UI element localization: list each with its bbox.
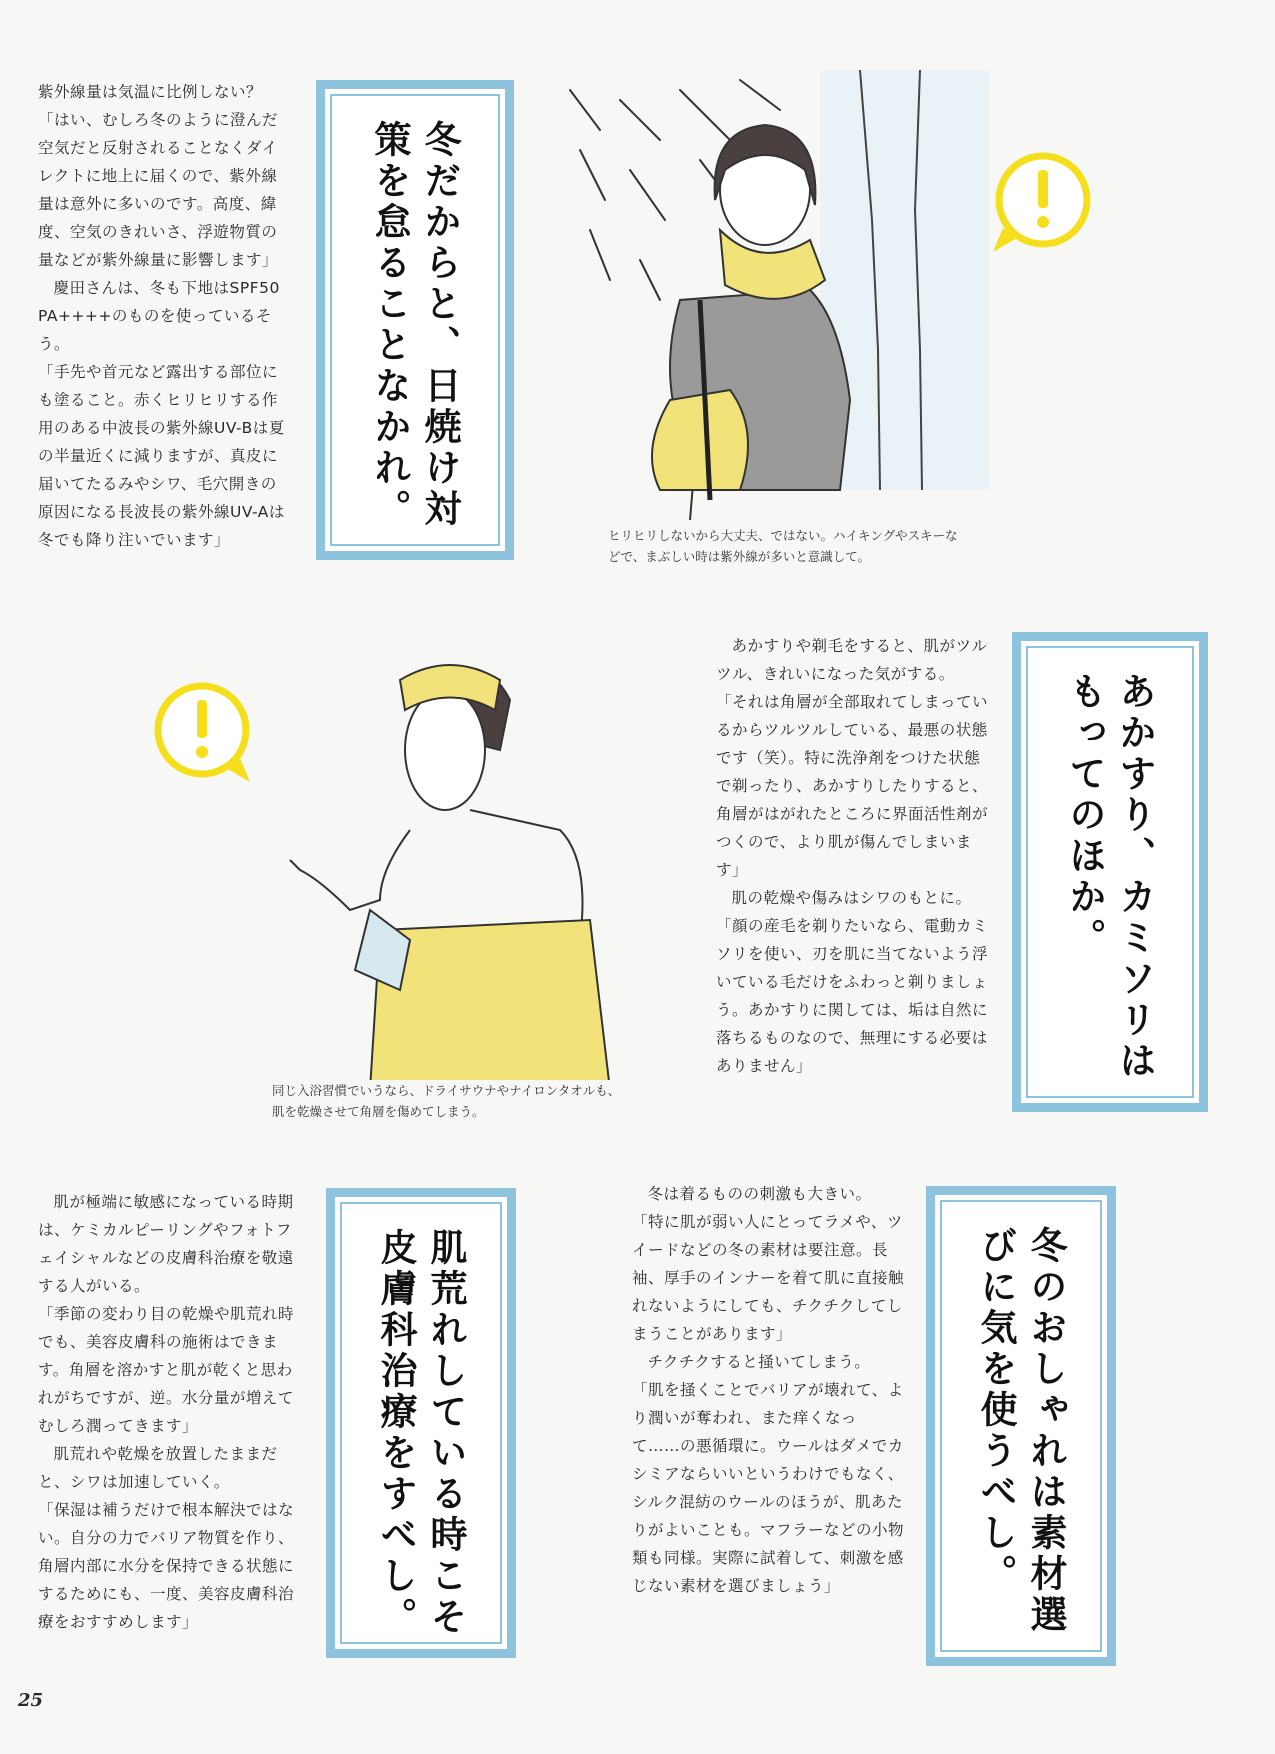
section-1-paragraph: 慶田さんは、冬も下地はSPF50 PA++++のものを使っているそう。 [38,279,280,353]
section-2-paragraph: あかすりや剃毛をすると、肌がツルツル、きれいになった気がする。 [716,637,988,683]
section-3-paragraph: 肌荒れや乾燥を放置したままだと、シワは加速していく。 [38,1445,278,1491]
section-1-caption: ヒリヒリしないから大丈夫、ではない。ハイキングやスキーなどで、まぶしい時は紫外線が多いと意識して。 [608,528,958,564]
section-3-paragraph: 「季節の変わり目の乾燥や肌荒れ時でも、美容皮膚科の施術はできます。角層を溶かすと肌が乾くと思われがちですが、逆。水分量が増えてむしろ潤ってきます」 [38,1305,295,1435]
section-2-paragraph: 「それは角層が全部取れてしまっているからツルツルしている、最悪の状態です（笑）。特に洗浄剤をつけた状態で剃ったり、あかすりしたりすると、角層がはがれたところに界面活性剤がつくので、より肌が傷んでしまいます」 [716,693,989,879]
section-1-heading: 冬だからと、日焼け対策を怠ることなかれ。 [368,120,462,530]
exclamation-bubble-icon [985,150,1095,260]
exclamation-bubble-icon [150,680,260,790]
section-4-heading: 冬のおしゃれは素材選びに気を使うべし。 [974,1226,1068,1636]
section-4-paragraph: 「特に肌が弱い人にとってラメや、ツイードなどの冬の素材は要注意。長袖、厚手のインナーを着て肌に直接触れないようにしても、チクチクしてしまうことがあります」 [632,1213,905,1343]
woman-in-scarf-illustration [560,70,1020,520]
woman-in-towel-illustration [260,640,640,1080]
section-3-paragraph: 「保湿は補うだけで根本解決ではない。自分の力でバリア物質を作り、角層内部に水分を保持できる状態にするためにも、一度、美容皮膚科治療をおすすめします」 [38,1501,295,1631]
section-1-heading-box [316,80,514,560]
section-2-caption: 同じ入浴習慣でいうなら、ドライサウナやナイロンタオルも、肌を乾燥させて角層を傷めてしまう。 [272,1083,621,1119]
section-1-body [38,78,290,554]
section-2-paragraph: 「顔の産毛を剃りたいなら、電動カミソリを使い、刃を肌に当てないよう浮いている毛だけをふわっと剃りましょう。あかすりに関しては、垢は自然に落ちるものなので、無理にする必要はありません」 [716,917,989,1075]
section-3-heading-box [326,1188,516,1658]
section-1-paragraph: 「はい、むしろ冬のように澄んだ空気だと反射されることなくダイレクトに地上に届くので、紫外線量は意外に多いのです。高度、緯度、空気のきれいさ、浮遊物質の量などが紫外線量に影響します」 [38,111,279,269]
section-1-paragraph: 紫外線量は気温に比例しない？ [38,83,263,101]
section-4-heading-box [926,1186,1116,1666]
section-4-paragraph: チクチクすると掻いてしまう。 [647,1353,871,1371]
section-4-paragraph: 冬は着るものの刺激も大きい。 [647,1185,872,1203]
section-4-paragraph: 「肌を掻くことでバリアが壊れて、より潤いが奪われ、また痒くなって……の悪循環に。ウールはダメでカシミアならいいというわけでもなく、シルク混紡のウールのほうが、肌あたりがよいことも。マフラーなどの小物類も同様。実際に試着して、刺激を感じない素材を選びましょう」 [632,1381,905,1595]
section-2-heading-box [1012,632,1208,1112]
section-2-paragraph: 肌の乾燥や傷みはシワのもとに。 [731,889,972,907]
section-3-heading: 肌荒れしている時こそ皮膚科治療をすべし。 [374,1228,468,1638]
section-3-body [38,1188,300,1636]
section-2-body [716,632,988,1080]
section-3-paragraph: 肌が極端に敏感になっている時期は、ケミカルピーリングやフォトフェイシャルなどの皮膚科治療を敬遠する人がいる。 [38,1193,294,1295]
section-1-paragraph: 「手先や首元など露出する部位にも塗ること。赤くヒリヒリする作用のある中波長の紫外線UV-Bは夏の半量近くに減りますが、真皮に届いてたるみやシワ、毛穴開きの原因になる長波長の紫外線UV-Aは冬でも降り注いでいます」 [38,363,285,549]
section-2-heading: あかすり、カミソリはもってのほか。 [1063,672,1157,1082]
page-number: 25 [18,1690,44,1711]
section-4-body [632,1180,904,1600]
